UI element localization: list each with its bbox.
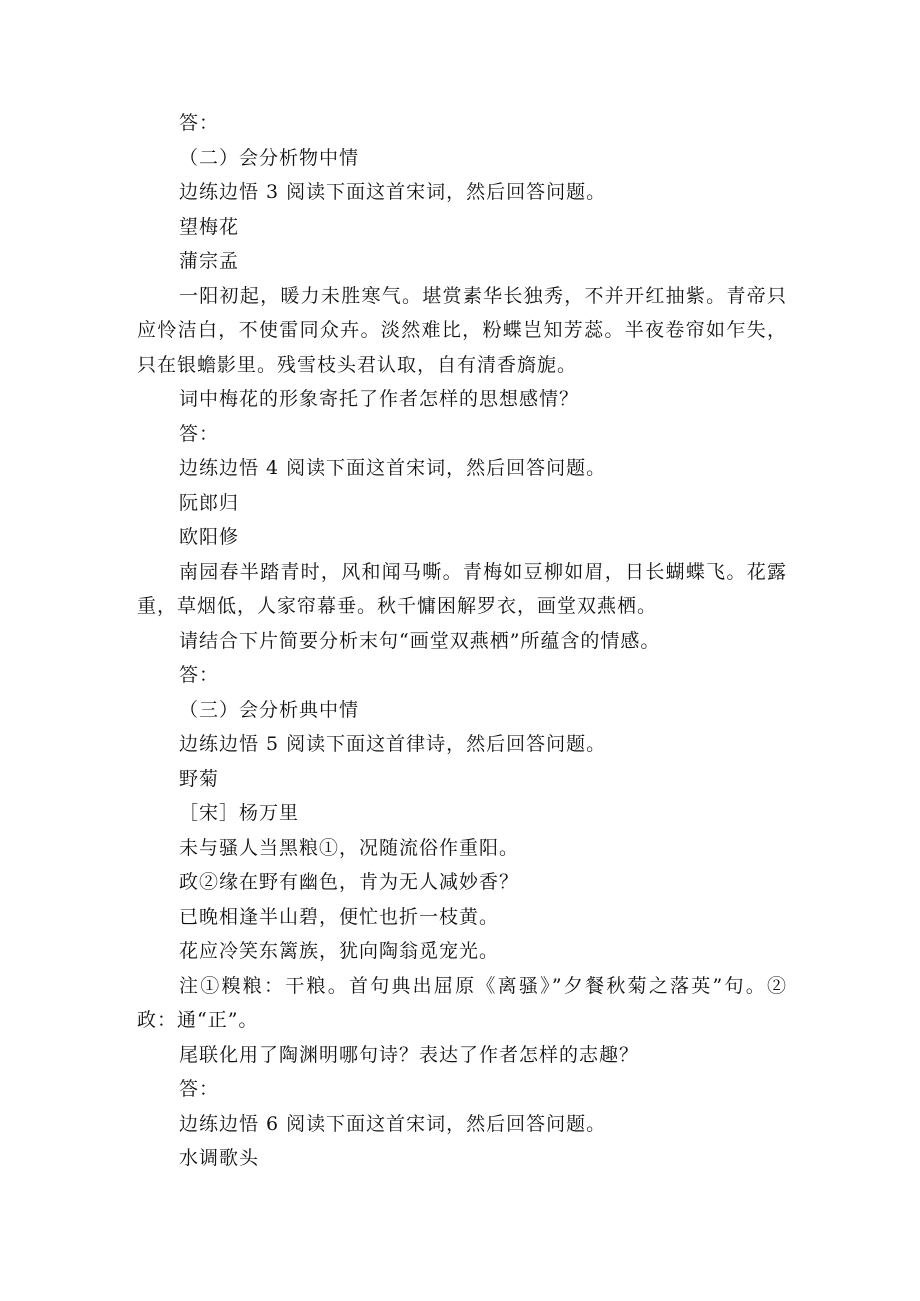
poem-line: 政②缘在野有幽色，肯为无人减妙香？ <box>179 871 520 893</box>
poem-note: 注①糗粮：干粮。首句典出屈原《离骚》”夕餐秋菊之落英”句。②政：通“正”。 <box>137 974 787 1031</box>
exercise-prompt: 边练边悟 6 阅读下面这首宋词，然后回答问题。 <box>179 1112 607 1135</box>
exercise-prompt: 边练边悟 3 阅读下面这首宋词，然后回答问题。 <box>179 181 607 203</box>
answer-label: 答： <box>179 1078 220 1100</box>
document-body <box>137 106 787 1176</box>
answer-label: 答： <box>179 422 220 445</box>
exercise-prompt: 边练边悟 4 阅读下面这首宋词，然后回答问题。 <box>179 457 607 479</box>
exercise-prompt: 边练边悟 5 阅读下面这首律诗，然后回答问题。 <box>179 733 607 755</box>
poem-body: 南园春半踏青时，风和闻马嘶。青梅如豆柳如眉，日长蝴蝶飞。花露重，草烟低，人家帘幕垂。秋千慵困解罗衣，画堂双燕栖。 <box>137 560 787 617</box>
poem-title: 阮郎归 <box>179 491 240 514</box>
poem-body: 一阳初起，暖力未胜寒气。堪赏素华长独秀，不并开红抽紫。青帝只应怜洁白，不使雷同众卉。淡然难比，粉蝶岂知芳蕊。半夜卷帘如乍失，只在银蟾影里。残雪枝头君认取，自有清香旖旎。 <box>137 284 787 376</box>
poem-line: 已晚相逢半山碧，便忙也折一枝黄。 <box>179 905 500 928</box>
question: 请结合下片简要分析末句“画堂双燕栖”所蕴含的情感。 <box>179 629 661 652</box>
poem-author: 蒲宗孟 <box>179 250 240 272</box>
poem-title: 野菊 <box>179 767 220 790</box>
poem-author: ［宋］杨万里 <box>179 802 300 824</box>
answer-label: 答： <box>179 664 220 686</box>
poem-line: 未与骚人当黑粮①，况随流俗作重阳。 <box>179 836 520 859</box>
poem-line: 花应冷笑东篱族，犹向陶翁觅宠光。 <box>179 940 500 962</box>
poem-author: 欧阳修 <box>179 526 240 548</box>
question: 词中梅花的形象寄托了作者怎样的思想感情？ <box>179 388 580 410</box>
section-heading: （三）会分析典中情 <box>179 698 360 721</box>
poem-title: 水调歌头 <box>179 1147 260 1169</box>
answer-label: 答： <box>179 112 220 134</box>
poem-title: 望梅花 <box>179 215 240 238</box>
question: 尾联化用了陶渊明哪句诗？表达了作者怎样的志趣？ <box>179 1043 640 1066</box>
section-heading: （二）会分析物中情 <box>179 146 360 169</box>
